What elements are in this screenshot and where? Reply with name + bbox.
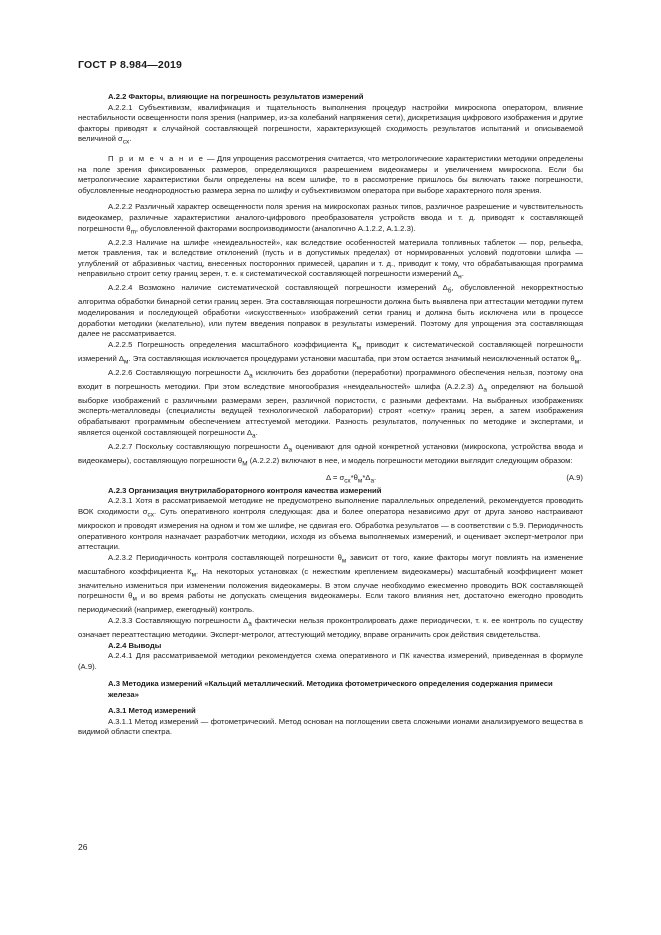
paragraph-a2-3-1: А.2.3.1 Хотя в рассматриваемой методике не предусмотрено выполнение параллельных определений, рекомендуется проводить ВОК сходимости $\sigma_{сх}$. Суть оперативного контроля следующая: два и более оператора независимо друг от друга заново настраивают микроскоп и проводят измерения на одном и том же шлифе, не сдвигая его. Обработка результатов — в соответствии с 5.9. Периодичность оперативного контроля назначает разработчик методики, исходя из объема выполняемых измерений, и оценивает эксперт-метролог при аттестации. — [78, 496, 583, 552]
document-header: ГОСТ Р 8.984—2019 — [78, 59, 183, 71]
section-heading-a22: А.2.2 Факторы, влияющие на погрешность результатов измерений — [108, 92, 364, 101]
paragraph-a2-2-6: А.2.2.6 Составляющую погрешности $\Delta_а$ исключить без доработки (переработки) программного обеспечения нельзя, поэтому она входит в погрешность методики. При этом вследствие многообразия «неидеальностей» шлифа (А.2.2.3) $\Delta_а$ определяют на большой выборке изображений с различными размерами зерен, различной пористости, с разными дефектами. На выбранных изображениях эксперть-металловеды (специалисты ведущей технологической лаборатории) строят «сетку» границ зерен, а затем изображения обрабатывают программным обеспечением аттестуемой методики. Разность результатов, полученных по методике и экспертами, и является оценкой составляющей погрешности $\Delta_а$. — [78, 367, 583, 440]
paragraph-a2-2-4: А.2.2.4 Возможно наличие систематической составляющей погрешности измерений $\Delta_б$, обусловленной некорректностью алгоритма обработки бинарной сетки границ зерен. Эта составляющая погрешности должна быть выявлена при аттестации методики путем моделирования и последующей обработки «искусственных» изображений сетки границ и должна быть исключена или в процессе доработки методики (желательно), или путем введения поправок в результаты измерений. Поэтому для упрощения эта составляющая далее не рассматривается. — [78, 283, 583, 339]
formula-expression: $\Delta = \sigma_{сх}*\theta_м*\Delta_а$. — [326, 472, 377, 485]
paragraph-a2-3-2: А.2.3.2 Периодичность контроля составляющей погрешности $\theta_м$ зависит от того, какие факторы могут повлиять на изменение масштабного коэффициента $К_м$. На некоторых установках (с нежестким креплением видеокамеры) масштабный коэффициент может значительно измениться при изменении положения видеокамеры. В этом случае необходимо ежесменно проводить ВОК составляющей погрешности $\theta_м$ и во время работы не допускать смещения видеокамеры. Если такого влияния нет, достаточно ежегодно проводить периодический (например, ежегодный) контроль. — [78, 552, 584, 615]
paragraph-a2-2-5: А.2.2.5 Погрешность определения масштабного коэффициента $К_м$ приводит к систематической составляющей погрешности измерений $\Delta_м$. Эта составляющая исключается процедурами установки масштаба, при этом остается значимый неисключенный остаток $\theta_м$. — [78, 339, 583, 366]
paragraph-a2-2-1: А.2.2.1 Субъективизм, квалификация и тщательность выполнения процедур настройки микроскопа оператором, влияние нестабильности освещенности поля зрения (например, из-за колебаний напряжения сети), дискретизация цифрового изображения и другие факторы приводят к случайной составляющей погрешности, характеризующей сходимость результатов испытаний и описываемой величиной $\sigma_{сх}$. — [78, 102, 583, 146]
paragraph-a2-3-3: А.2.3.3 Составляющую погрешности $\Delta_а$ фактически нельзя проконтролировать даже периодически, т. к. ее контроль по существу означает переаттестацию методики. Эксперт-метролог, аттестующий методику, вправе ограничить срок действия свидетельства. — [78, 615, 583, 640]
document-body — [78, 92, 583, 738]
note-paragraph: П р и м е ч а н и е — Для упрощения рассмотрения считается, что метрологические характеристики методики определены на поле зрения фиксированных размеров, определяющихся разрешением видеокамеры и увеличением микроскопа. Если бы метрологические характеристики были определены на всем шлифе, то в рассмотрение пришлось бы включать также погрешности, обусловленные неоднородностью размера зерна по шлифу и субъективизмом оператора при выборе характерного поля зрения. — [78, 154, 583, 195]
formula-a9 — [78, 472, 583, 485]
page-number: 26 — [78, 842, 88, 852]
section-heading-a23: А.2.3 Организация внутрилабораторного контроля качества измерений — [108, 485, 382, 495]
section-heading-a24: А.2.4 Выводы — [108, 640, 162, 650]
paragraph-a3-1-1: А.3.1.1 Метод измерений — фотометрический. Метод основан на поглощении света сложными ионами анализируемого вещества в видимой области спектра. — [78, 716, 583, 737]
formula-number: (А.9) — [566, 472, 583, 482]
paragraph-a2-2-3: А.2.2.3 Наличие на шлифе «неидеальностей», как вследствие особенностей материала топливных таблеток — пор, рельефа, меток травления, так и вследствие отклонений (пусть и в допустимых пределах) от нормированных условий подготовки шлифа — углублений от абразивных частиц, внесенных посторонних примесей, царапин и т. д., приводит к тому, что обрабатывающая программа неправильно строит сетку границ зерен, т. е. к систематической составляющей погрешности измерений $\Delta_н$. — [78, 237, 583, 281]
section-heading-a3: А.3 Методика измерений «Кальций металлический. Методика фотометрического определения содержания примеси железа» — [108, 679, 553, 699]
paragraph-a2-4-1: А.2.4.1 Для рассматриваемой методики рекомендуется схема оперативного и ПК качества измерений, приведенная в формуле (А.9). — [78, 651, 583, 671]
section-heading-a31: А.3.1 Метод измерений — [108, 706, 196, 716]
paragraph-a2-2-7: А.2.2.7 Поскольку составляющую погрешности $\Delta_а$ оценивают для одной конкретной установки (микроскопа, устройства ввода и видеокамеры), составляющую погрешности $\theta_М$ (А.2.2.2) включают в нее, и модель погрешности методики выглядит следующим образом: — [78, 441, 583, 468]
paragraph-a2-2-2: А.2.2.2 Различный характер освещенности поля зрения на микроскопах разных типов, различное разрешение и чувствительность видеокамер, различные характеристики аналого-цифрового преобразователя устройств ввода и т. д. приводят к составляющей погрешности $\theta_m$, обусловленной факторами воспроизводимости (аналогично А.1.2.2, А.1.2.3). — [78, 202, 583, 236]
note-label: П р и м е ч а н и е — [108, 154, 205, 164]
